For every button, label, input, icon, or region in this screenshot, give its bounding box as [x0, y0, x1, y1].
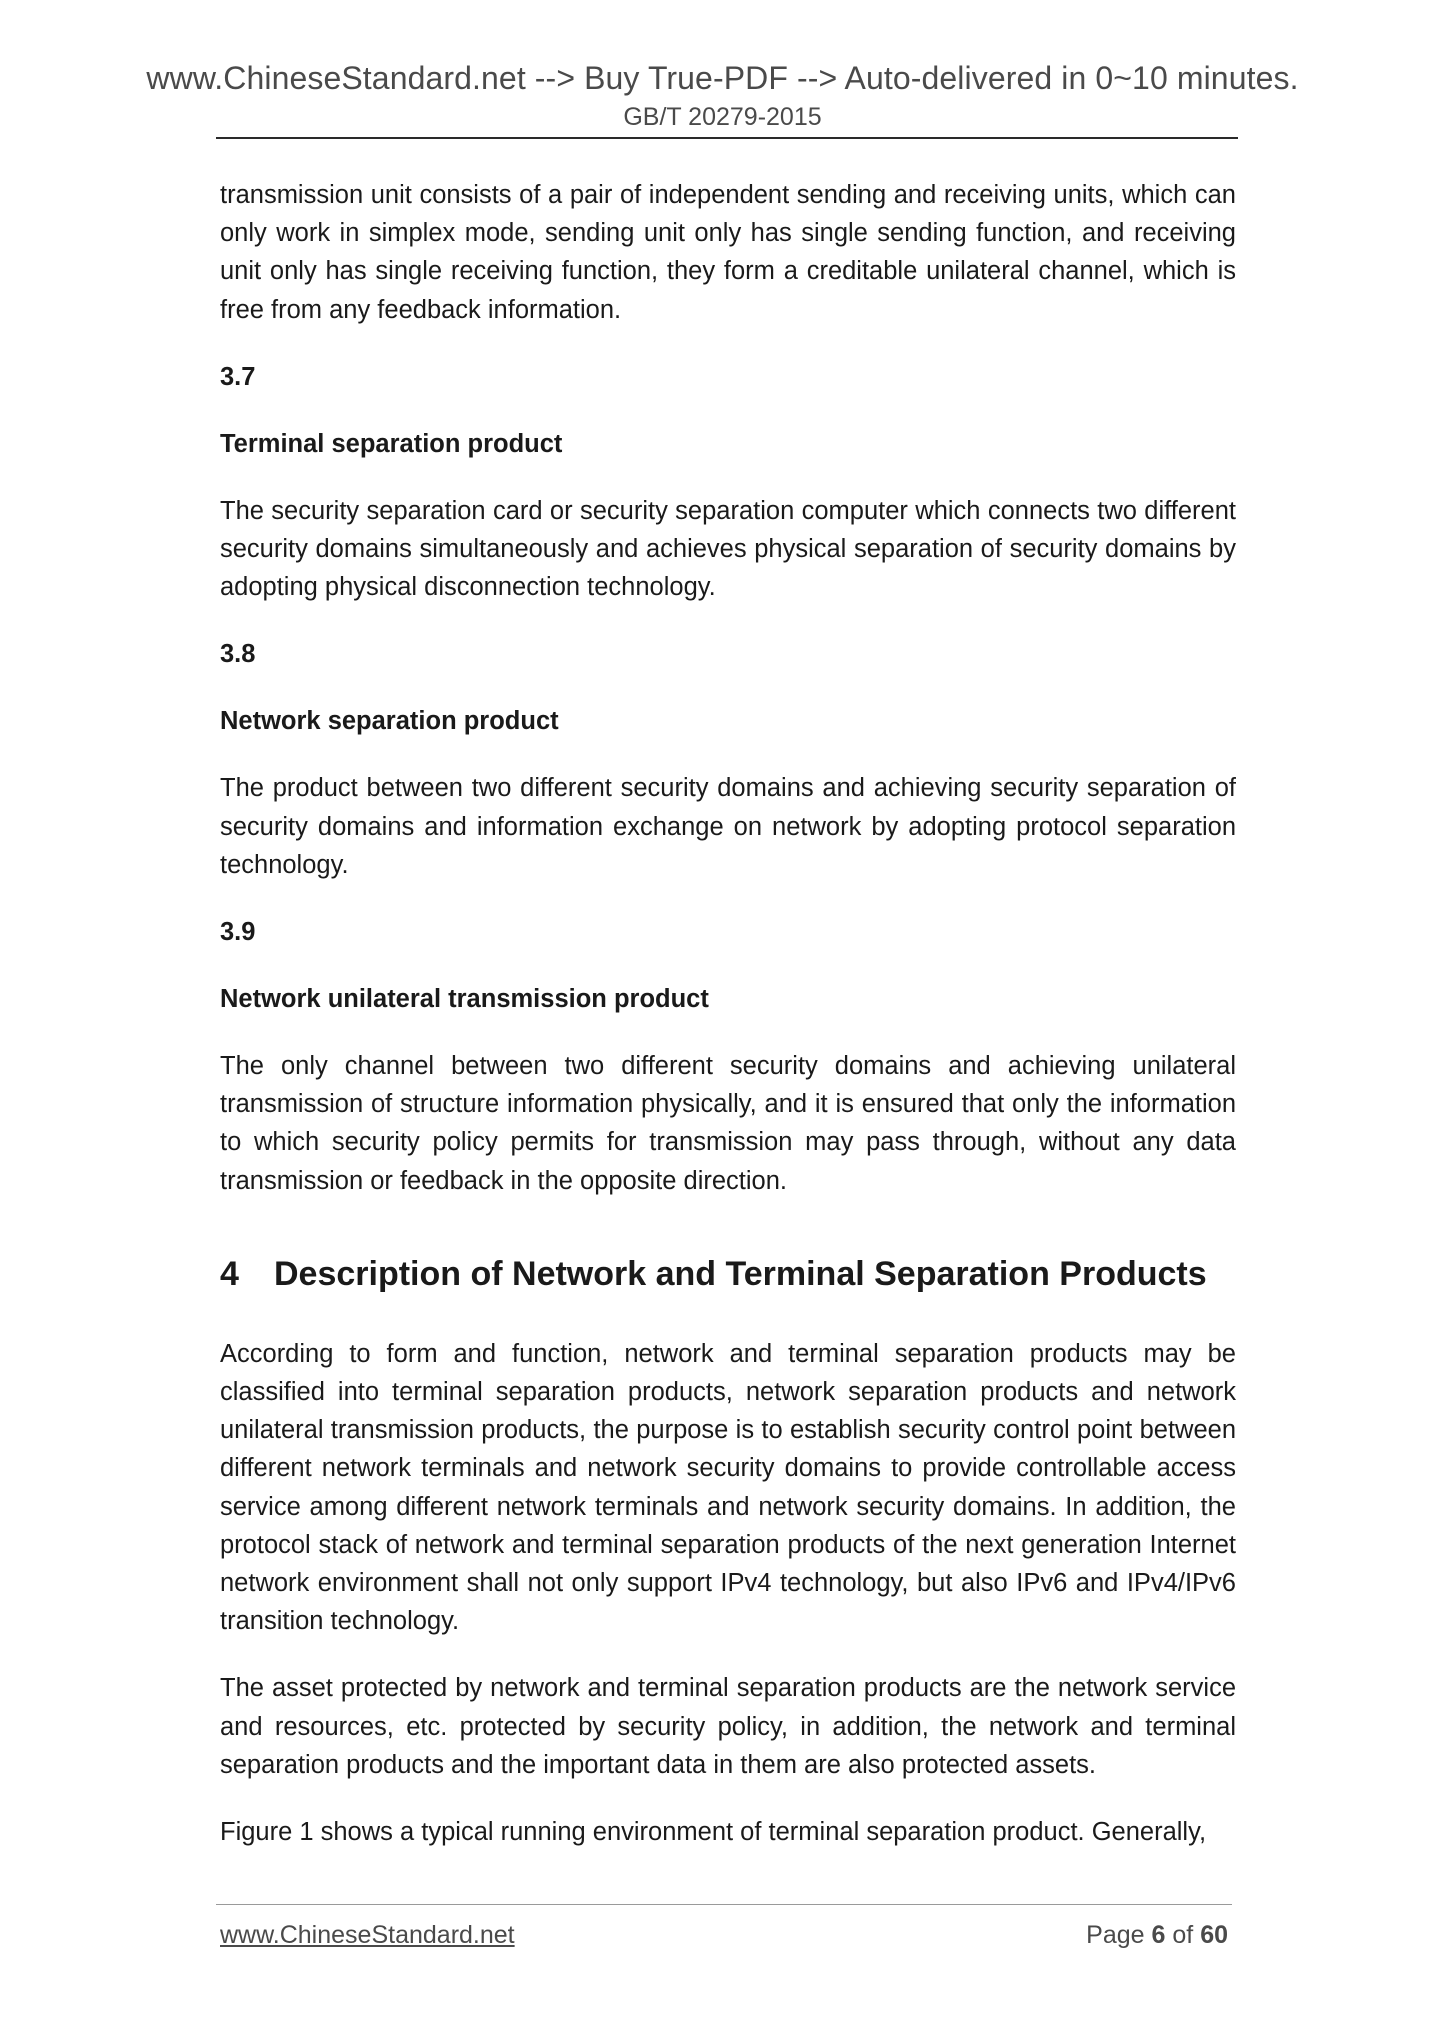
header-divider	[216, 137, 1238, 139]
document-body	[220, 176, 1236, 1880]
clause-number-3-9: 3.9	[220, 918, 256, 947]
intro-paragraph: transmission unit consists of a pair of independent sending and receiving units, which can only work in simplex mode, sending unit only has single sending function, and receiving unit only has single receiving function, they form a creditable unilateral channel, which is free from any feedback information.	[220, 181, 1236, 324]
page-footer	[220, 1918, 1228, 1952]
page-indicator	[1086, 1918, 1228, 1952]
term-definition-terminal-separation: The security separation card or security separation computer which connects two different security domains simultaneously and achieves physical separation of security domains by adopting physical disconnection technology.	[220, 496, 1236, 602]
section-paragraph: The asset protected by network and terminal separation products are the network service and resources, etc. protected by security policy, in addition, the network and terminal separation products and the important data in them are also protected assets.	[220, 1674, 1236, 1779]
section-paragraph: According to form and function, network and terminal separation products may be classified into terminal separation products, network separation products and network unilateral transmission products, the purpose is to establish security control point between different network terminals and network security domains to provide controllable access service among different network terminals and network security domains. In addition, the protocol stack of network and terminal separation products of the next generation Internet network environment shall not only support IPv4 technology, but also IPv6 and IPv4/IPv6 transition technology.	[220, 1339, 1236, 1636]
footer-divider	[216, 1904, 1232, 1905]
section-title: Description of Network and Terminal Separation Products	[274, 1254, 1207, 1293]
term-definition-network-separation: The product between two different security domains and achieving security separation of security domains and information exchange on network by adopting protocol separation technology.	[220, 774, 1236, 879]
page-label: Page	[1086, 1921, 1145, 1949]
clause-number-3-8: 3.8	[220, 640, 256, 669]
term-definition-network-unilateral: The only channel between two different security domains and achieving unilateral transmission of structure information physically, and it is ensured that only the information to which security policy permits for transmission may pass through, without any data transmission or feedback in the opposite direction.	[220, 1052, 1236, 1195]
clause-number-3-7: 3.7	[220, 362, 256, 391]
total-pages-number: 60	[1200, 1921, 1228, 1949]
standard-code: GB/T 20279-2015	[623, 103, 822, 131]
term-title-terminal-separation: Terminal separation product	[220, 429, 563, 458]
section-number: 4	[220, 1254, 239, 1293]
header-banner: www.ChineseStandard.net --> Buy True-PDF --> Auto-delivered in 0~10 minutes.	[146, 60, 1299, 96]
footer-site-link[interactable]: www.ChineseStandard.net	[220, 1921, 515, 1949]
current-page-number: 6	[1151, 1921, 1166, 1949]
page-header	[0, 58, 1445, 134]
section-paragraph: Figure 1 shows a typical running environment of terminal separation product. Generally,	[220, 1818, 1207, 1847]
section-heading-4	[220, 1251, 1236, 1297]
of-label: of	[1172, 1921, 1194, 1949]
term-title-network-separation: Network separation product	[220, 707, 559, 736]
term-title-network-unilateral: Network unilateral transmission product	[220, 985, 709, 1014]
